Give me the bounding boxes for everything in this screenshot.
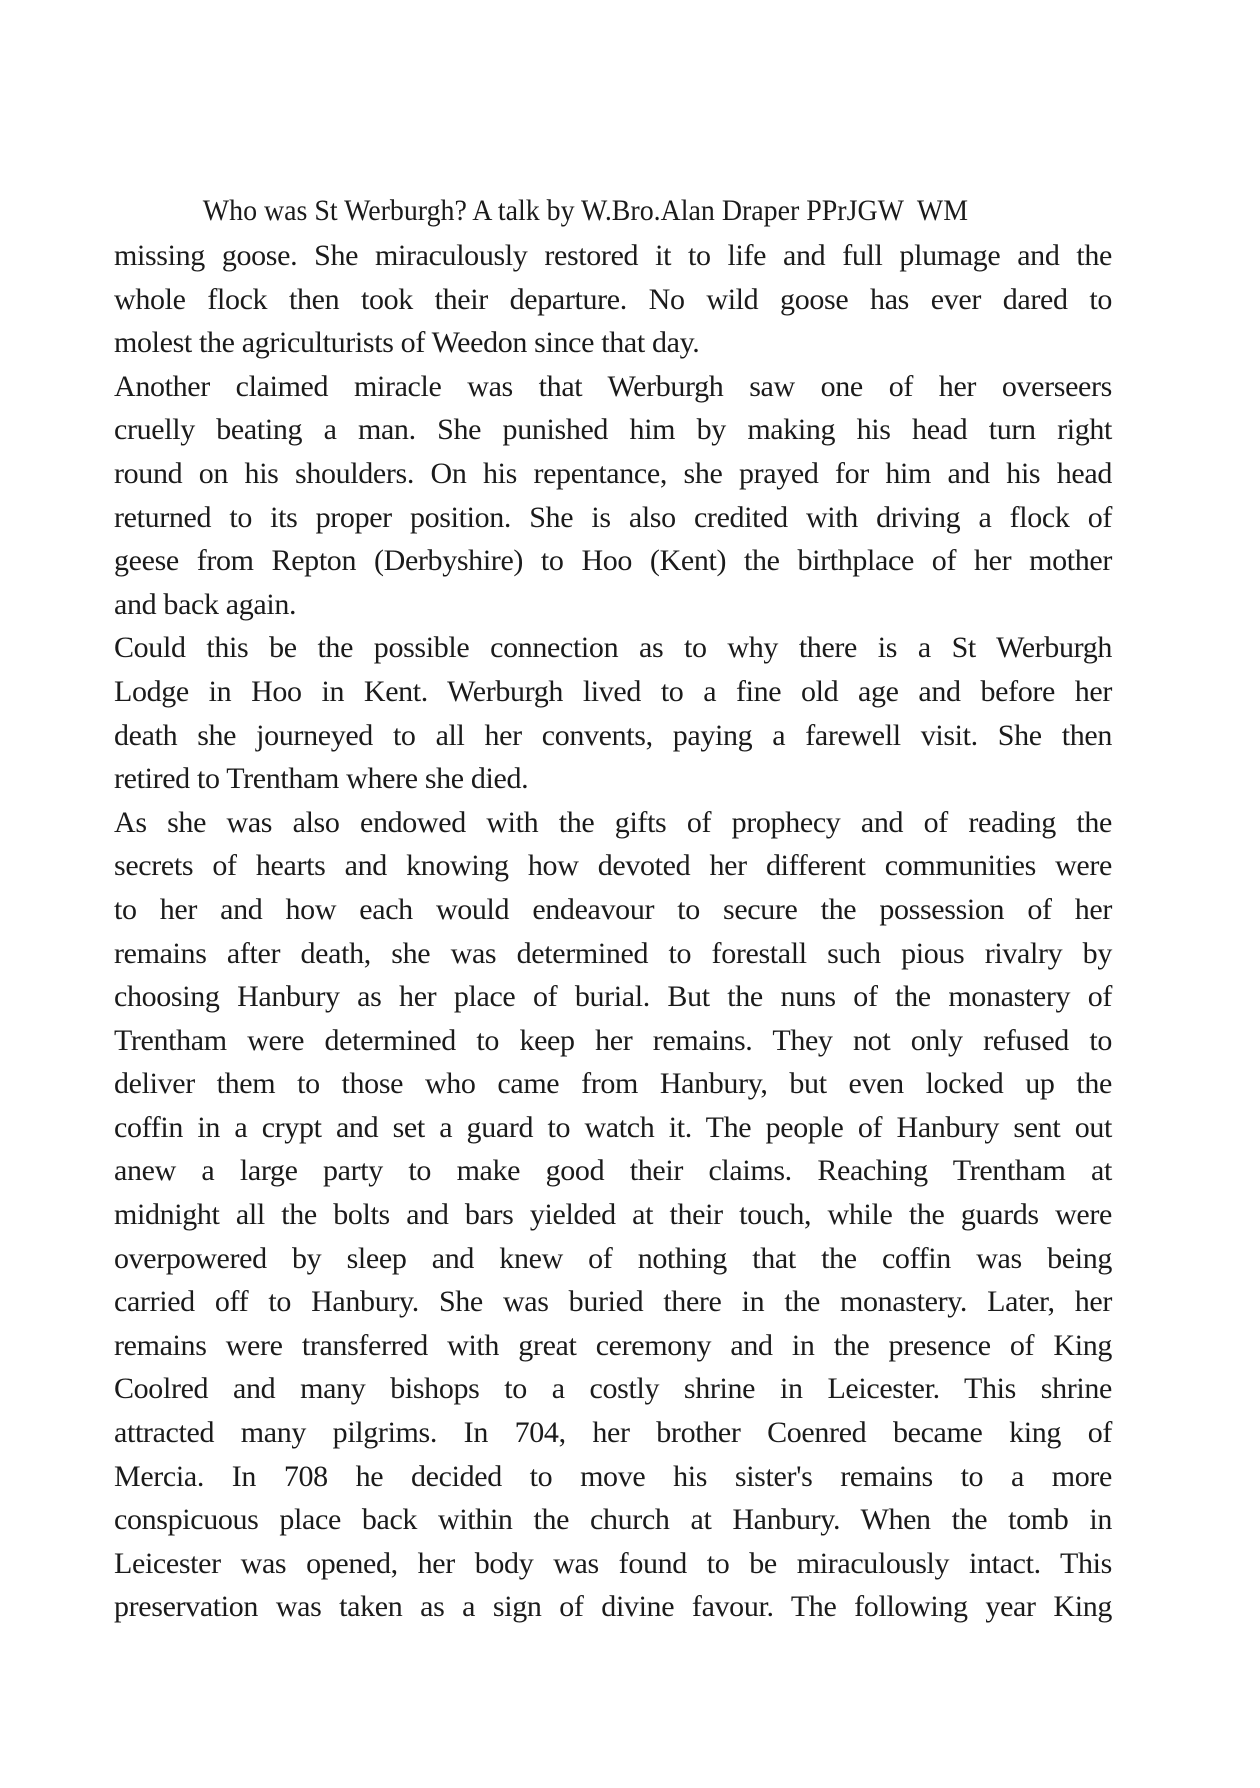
text-line: missing goose. She miraculously restored it to life and full plumage and the bbox=[114, 239, 1112, 272]
text-line: Another claimed miracle was that Werburgh saw one of her overseers bbox=[114, 369, 1112, 403]
text-line: round on his shoulders. On his repentance, she prayed for him and his head bbox=[114, 456, 1112, 490]
text-line: retired to Trentham where she died. bbox=[114, 762, 529, 796]
text-line: Mercia. In 708 he decided to move his sister's remains to a more bbox=[114, 1459, 1112, 1493]
text-line: remains after death, she was determined to forestall such pious rivalry by bbox=[114, 936, 1112, 970]
text-line: and back again. bbox=[114, 587, 297, 621]
text-line: to her and how each would endeavour to secure the possession of her bbox=[114, 892, 1112, 926]
text-line: conspicuous place back within the church at Hanbury. When the tomb in bbox=[114, 1503, 1112, 1537]
text-line: whole flock then took their departure. No wild goose has ever dared to bbox=[114, 282, 1112, 316]
text-line: Trentham were determined to keep her remains. They not only refused to bbox=[114, 1023, 1112, 1057]
text-line: secrets of hearts and knowing how devoted her different communities were bbox=[114, 849, 1112, 883]
text-line: choosing Hanbury as her place of burial. But the nuns of the monastery of bbox=[114, 980, 1112, 1014]
text-line: remains were transferred with great ceremony and in the presence of King bbox=[114, 1328, 1112, 1362]
text-line: Lodge in Hoo in Kent. Werburgh lived to a fine old age and before her bbox=[114, 674, 1112, 708]
text-line: Could this be the possible connection as to why there is a St Werburgh bbox=[114, 631, 1112, 665]
text-line: deliver them to those who came from Hanbury, but even locked up the bbox=[114, 1067, 1112, 1101]
text-line: coffin in a crypt and set a guard to watch it. The people of Hanbury sent out bbox=[114, 1110, 1112, 1144]
text-line: molest the agriculturists of Weedon since that day. bbox=[114, 326, 700, 360]
text-line: Coolred and many bishops to a costly shrine in Leicester. This shrine bbox=[114, 1372, 1112, 1406]
text-line: death she journeyed to all her convents, paying a farewell visit. She then bbox=[114, 718, 1112, 752]
text-line: cruelly beating a man. She punished him by making his head turn right bbox=[114, 413, 1112, 447]
text-line: overpowered by sleep and knew of nothing that the coffin was being bbox=[114, 1241, 1112, 1275]
text-line: geese from Repton (Derbyshire) to Hoo (Kent) the birthplace of her mother bbox=[114, 544, 1112, 578]
page-header bbox=[0, 151, 1260, 231]
text-line: attracted many pilgrims. In 704, her brother Coenred became king of bbox=[114, 1416, 1112, 1450]
paragraph-overseer-miracle bbox=[114, 365, 1112, 627]
text-line: anew a large party to make good their claims. Reaching Trentham at bbox=[114, 1154, 1112, 1188]
text-line: returned to its proper position. She is also credited with driving a flock of bbox=[114, 500, 1112, 534]
paragraph-goose-miracle bbox=[114, 234, 1112, 365]
paragraph-hoo-connection bbox=[114, 626, 1112, 800]
text-line: As she was also endowed with the gifts of prophecy and of reading the bbox=[114, 805, 1112, 839]
text-line: preservation was taken as a sign of divine favour. The following year King bbox=[114, 1590, 1112, 1624]
text-line: carried off to Hanbury. She was buried there in the monastery. Later, her bbox=[114, 1285, 1112, 1319]
page-title: Who was St Werburgh? A talk by W.Bro.Alan Draper PPrJGW WM bbox=[202, 194, 969, 227]
document-body bbox=[114, 234, 1112, 1629]
text-line: midnight all the bolts and bars yielded at their touch, while the guards were bbox=[114, 1198, 1112, 1232]
text-line: Leicester was opened, her body was found to be miraculously intact. This bbox=[114, 1546, 1112, 1580]
paragraph-burial-and-remains bbox=[114, 801, 1112, 1629]
